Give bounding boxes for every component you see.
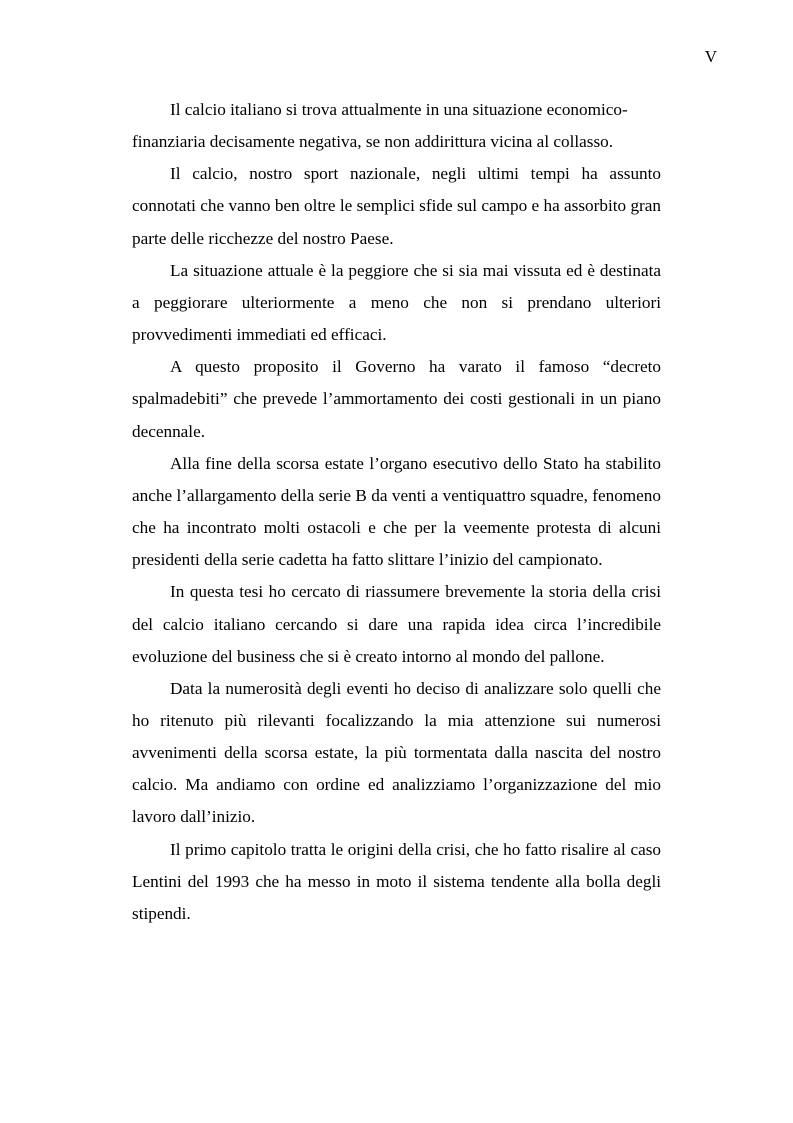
paragraph-4: A questo proposito il Governo ha varato il famoso “decreto spalmadebiti” che prevede l’ammortamento dei costi gestionali in un piano decennale.	[132, 357, 661, 441]
page-number: V	[704, 47, 717, 66]
paragraph-1: Il calcio italiano si trova attualmente in una situazione economico-finanziaria decisamente negativa, se non addirittura vicina al collasso.	[132, 100, 628, 152]
paragraph-5: Alla fine della scorsa estate l’organo esecutivo dello Stato ha stabilito anche l’allargamento della serie B da venti a ventiquattro squadre, fenomeno che ha incontrato molti ostacoli e che per la veemente protesta di alcuni presidenti della serie cadetta ha fatto slittare l’inizio del campionato.	[132, 453, 661, 570]
paragraph-7: Data la numerosità degli eventi ho deciso di analizzare solo quelli che ho ritenuto più rilevanti focalizzando la mia attenzione sui numerosi avvenimenti della scorsa estate, la più tormentata dalla nascita del nostro calcio. Ma andiamo con ordine ed analizziamo l’organizzazione del mio lavoro dall’inizio.	[132, 678, 661, 827]
paragraph-2: Il calcio, nostro sport nazionale, negli ultimi tempi ha assunto connotati che vanno ben oltre le semplici sfide sul campo e ha assorbito gran parte delle ricchezze del nostro Paese.	[132, 164, 661, 248]
paragraph-8: Il primo capitolo tratta le origini della crisi, che ho fatto risalire al caso Lentini del 1993 che ha messo in moto il sistema tendente alla bolla degli stipendi.	[132, 839, 661, 923]
paragraph-3: La situazione attuale è la peggiore che si sia mai vissuta ed è destinata a peggiorare ulteriormente a meno che non si prendano ulteriori provvedimenti immediati ed efficaci.	[132, 260, 661, 345]
paragraph-6: In questa tesi ho cercato di riassumere brevemente la storia della crisi del calcio italiano cercando si dare una rapida idea circa l’incredibile evoluzione del business che si è creato intorno al mondo del pallone.	[132, 582, 661, 666]
body-text	[132, 94, 661, 930]
